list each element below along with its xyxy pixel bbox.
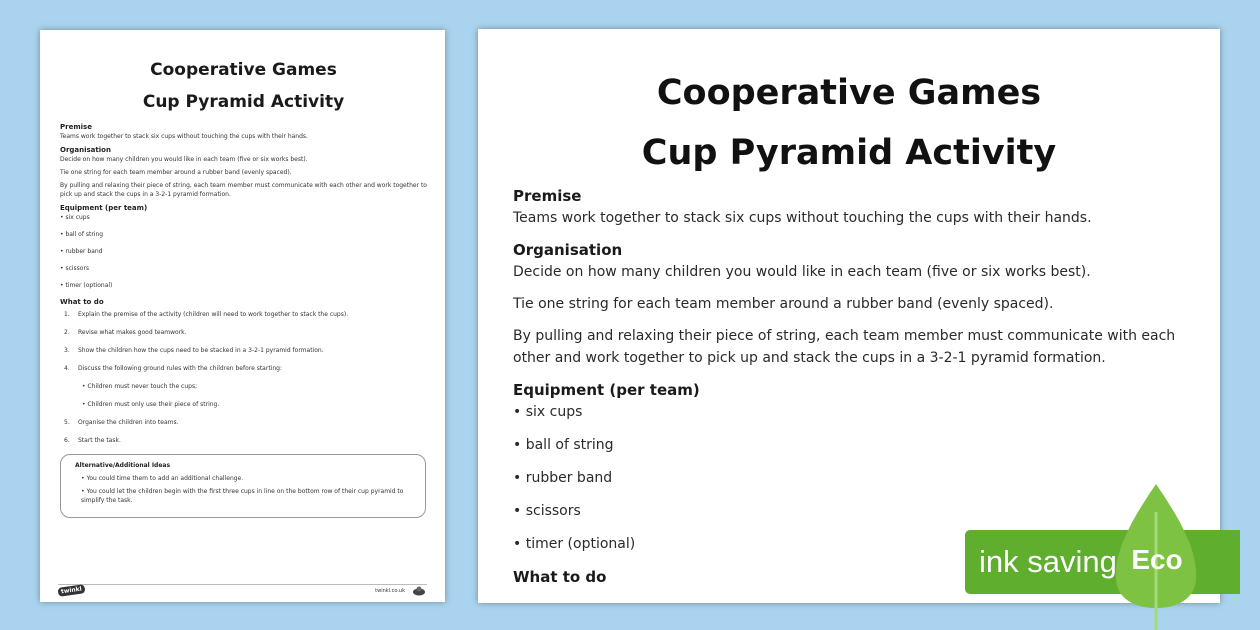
organisation-p3-line1: By pulling and relaxing their piece of string, each team member must communicate with each [513,328,1176,344]
organisation-heading: Organisation [513,241,623,259]
thumb-org-p1: Decide on how many children you would like in each team (five or six works best). [60,156,308,163]
equipment-item: • timer (optional) [513,536,636,552]
thumb-step: 4. Discuss the following ground rules with the children before starting: [64,365,282,372]
ink-saving-label: ink saving [979,544,1117,579]
thumb-equipment-heading: Equipment (per team) [60,204,148,212]
thumb-org-p3: By pulling and relaxing their piece of string, each team member must communicate with each other and work together to pick up and stack the cups in a 3-2-1 pyramid formation. [60,182,427,198]
organisation-paragraph: Tie one string for each team member around a rubber band (evenly spaced). [513,296,1054,312]
equipment-item: • scissors [513,503,581,519]
thumb-step: 2. Revise what makes good teamwork. [64,329,187,336]
thumb-org-p2: Tie one string for each team member around a rubber band (evenly spaced). [60,169,292,176]
alternatives-item: • You could let the children begin with the first three cups in line on the bottom row of their cup pyramid to simplify the task. [81,488,404,504]
alternatives-heading: Alternative/Additional Ideas [75,462,171,469]
thumb-equipment-item: • rubber band [60,248,103,255]
thumbnail-page-preview[interactable] [40,30,445,602]
thumb-title-line2: Cup Pyramid Activity [142,92,345,112]
equipment-item: • rubber band [513,470,613,486]
thumb-title-line1: Cooperative Games [150,60,337,80]
mascot-icon [411,586,427,596]
thumb-step: 6. Start the task. [64,437,121,444]
thumb-rule: • Children must only use their piece of string. [82,401,220,408]
main-page-preview[interactable] [478,29,1220,603]
thumb-what-to-do-heading: What to do [60,298,104,306]
organisation-paragraph [513,325,1220,369]
page-title-line1: Cooperative Games [656,73,1042,113]
thumb-premise-text: Teams work together to stack six cups without touching the cups with their hands. [60,133,308,140]
thumb-step: 1. Explain the premise of the activity (children will need to work together to stack the cups). [64,311,349,318]
thumb-organisation-heading: Organisation [60,146,111,154]
what-to-do-heading: What to do [513,568,607,586]
thumb-footer [58,584,427,596]
thumb-equipment-item: • ball of string [60,231,104,238]
alternatives-box [60,454,426,518]
ink-saving-eco-badge[interactable] [965,530,1240,594]
equipment-item: • six cups [513,404,583,420]
premise-text: Teams work together to stack six cups without touching the cups with their hands. [513,210,1092,226]
thumb-equipment-item: • scissors [60,265,90,272]
footer-site-text: twinkl.co.uk [375,587,405,594]
equipment-item: • ball of string [513,437,614,453]
thumb-rule: • Children must never touch the cups; [82,383,198,390]
equipment-heading: Equipment (per team) [513,381,700,399]
organisation-p3-line2: other and work together to pick up and stack the cups in a 3-2-1 pyramid formation. [513,350,1106,366]
eco-label: Eco [1131,544,1183,575]
organisation-paragraph: Decide on how many children you would like in each team (five or six works best). [513,264,1091,280]
thumb-equipment-item: • six cups [60,214,90,221]
page-title-line2: Cup Pyramid Activity [641,133,1057,173]
alternatives-item: • You could time them to add an additional challenge. [81,475,244,482]
thumb-step: 5. Organise the children into teams. [64,419,179,426]
twinkl-logo: twinkl [58,584,86,597]
thumb-step: 3. Show the children how the cups need to be stacked in a 3-2-1 pyramid formation. [64,347,324,354]
thumb-equipment-item: • timer (optional) [60,282,113,289]
thumb-premise-heading: Premise [60,123,92,131]
premise-heading: Premise [513,187,582,205]
